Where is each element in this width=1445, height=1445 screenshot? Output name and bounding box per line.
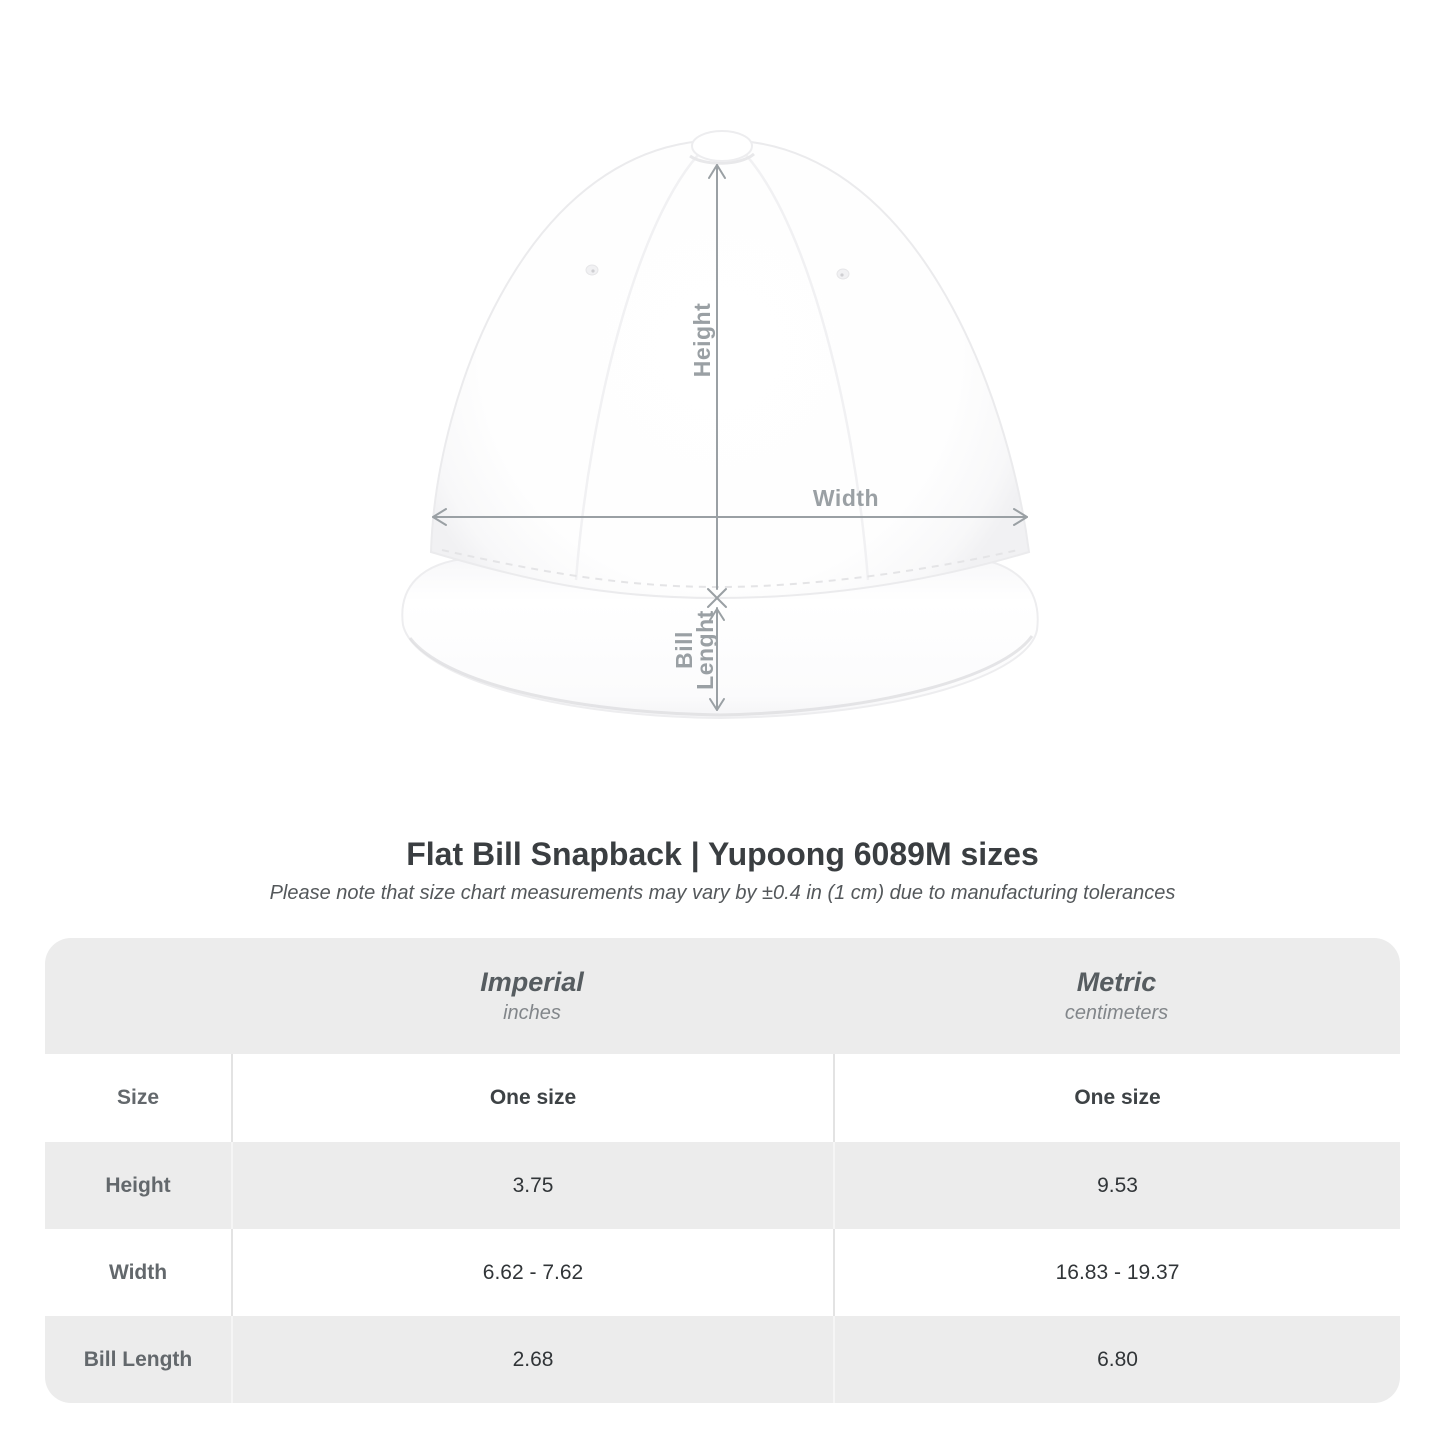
header-empty-cell	[45, 938, 231, 1054]
metric-value: 6.80	[833, 1316, 1400, 1403]
row-label: Size	[116, 1086, 160, 1109]
table-row-width	[45, 1229, 1400, 1316]
metric-value: One size	[833, 1054, 1400, 1142]
page-subtitle: Please note that size chart measurements may vary by ±0.4 in (1 cm) due to manufacturing tolerances	[269, 882, 1176, 904]
page-title: Flat Bill Snapback | Yupoong 6089M sizes	[406, 836, 1039, 872]
row-label: Height	[105, 1173, 171, 1197]
eyelet-right	[837, 269, 849, 279]
hat-diagram-svg	[380, 110, 1060, 760]
hat-size-diagram	[380, 110, 1060, 760]
metric-value: 9.53	[833, 1142, 1400, 1229]
table-row-size	[45, 1054, 1400, 1142]
row-label: Width	[108, 1260, 168, 1284]
row-label: Bill Length	[83, 1347, 193, 1371]
imperial-value: One size	[231, 1054, 833, 1142]
bill-length-label-line2: Lenght	[692, 610, 718, 690]
width-label: Width	[812, 485, 880, 511]
imperial-value: 3.75	[231, 1142, 833, 1229]
size-table	[45, 938, 1400, 1403]
bill-length-label-line1: Bill	[671, 631, 697, 669]
header-imperial-cell	[231, 938, 833, 1054]
imperial-unit: inches	[503, 1002, 561, 1024]
metric-header: Metric	[1076, 967, 1157, 997]
eyelet-left	[586, 265, 598, 275]
table-header	[45, 938, 1400, 1054]
height-label: Height	[689, 302, 715, 378]
table-row-height	[45, 1142, 1400, 1229]
table-row-bill-length	[45, 1316, 1400, 1403]
metric-unit: centimeters	[1064, 1002, 1169, 1024]
header-metric-cell	[833, 938, 1400, 1054]
imperial-value: 2.68	[231, 1316, 833, 1403]
hat-crown	[431, 131, 1029, 598]
imperial-header: Imperial	[480, 967, 584, 997]
metric-value: 16.83 - 19.37	[833, 1229, 1400, 1316]
imperial-value: 6.62 - 7.62	[231, 1229, 833, 1316]
heading-block	[0, 836, 1445, 905]
